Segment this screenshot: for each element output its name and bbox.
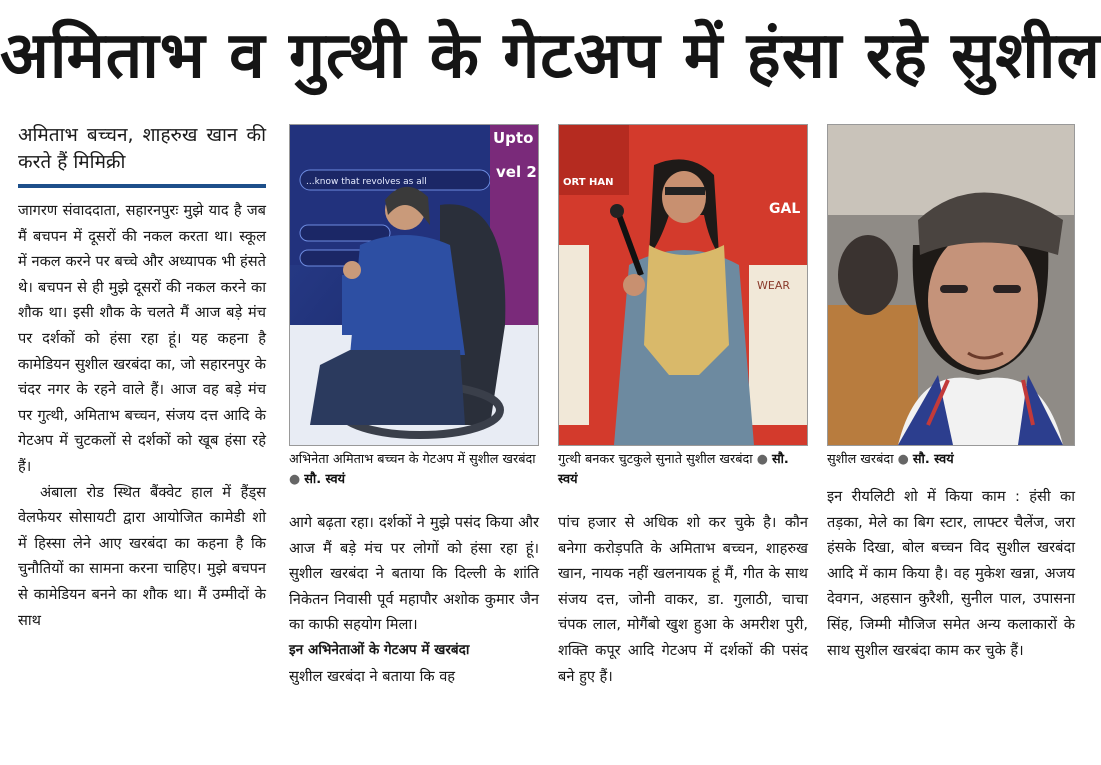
bullet-icon: ●	[756, 452, 768, 467]
column-2	[289, 510, 539, 689]
photo-gutthi-getup	[558, 124, 808, 446]
svg-text:Upto 1: Upto 1	[493, 129, 550, 147]
subheading: अमिताभ बच्चन, शाहरुख खान की करते हैं मिमिक्री	[18, 122, 266, 188]
svg-text:vel 2: vel 2	[496, 163, 537, 181]
photo-amitabh-getup	[289, 124, 550, 446]
svg-text:WEAR: WEAR	[757, 279, 790, 292]
paragraph-1: आगे बढ़ता रहा। दर्शकों ने मुझे पसंद किया और आज मैं बड़े मंच पर लोगों को हंसा रहा हूं। सुशील खरबंदा ने बताया कि दिल्ली के शांति निकेतन निवासी पूर्व महापौर अशोक कुमार जैन का काफी सहयोग मिला।	[289, 514, 539, 634]
caption-text: सुशील खरबंदा	[827, 452, 894, 467]
caption-photo-3	[827, 450, 1077, 470]
column-1	[18, 118, 266, 633]
paragraph-1: इन रीयलिटी शो में किया काम : हंसी का तड़का, मेले का बिग स्टार, लाफ्टर चैलेंज, जरा हंसके दिखा, बोल बच्चन विद सुशील खरबंदा आदि में काम किया है। वह मुकेश खन्ना, अजय देवगन, अहसान कुरैशी, सुनील पाल, उपासना सिंह, जिम्मी मौजिज समेत अन्य कलाकारों के साथ सुशील खरबंदा काम कर चुके हैं।	[827, 488, 1075, 659]
caption-text: गुत्थी बनकर चुटकुले सुनाते सुशील खरबंदा	[558, 452, 753, 467]
photo-credit: सौ. स्वयं	[912, 452, 954, 467]
gutthi-photo-illustration	[559, 125, 807, 445]
column-4	[827, 484, 1075, 663]
bullet-icon: ●	[897, 452, 909, 467]
caption-photo-1	[289, 450, 539, 490]
photo-credit: सौ. स्वयं	[558, 452, 789, 487]
paragraph-2: अंबाला रोड स्थित बैंक्वेट हाल में हैंड्स वेलफेयर सोसायटी द्वारा आयोजित कामेडी शो में हिस्सा लेने आए खरबंदा का कहना है कि चुनौतियों का सामना करना चाहिए। मुझे बचपन से कामेडियन बनने का शौक था। मैं उम्मीदों के साथ	[18, 483, 266, 629]
paragraph-2: सुशील खरबंदा ने बताया कि वह	[289, 667, 456, 685]
photo-credit: सौ. स्वयं	[304, 472, 346, 487]
column-3	[558, 510, 808, 689]
paragraph-1: जागरण संवाददाता, सहारनपुरः मुझे याद है जब मैं बचपन में दूसरों की नकल करता था। स्कूल में नकल करने पर बच्चे और अध्यापक भी हंसते थे। बचपन से ही मुझे दूसरों की नकल करने का शौक था। इसी शौक के चलते मैं आज बड़े मंच पर दर्शकों को हंसा रहा हूं। यह कहना है कामेडियन सुशील खरबंदा का, जो सहारनपुर के चंदर नगर के रहने वाले हैं। आज वह बड़े मंच पर गुत्थी, अमिताभ बच्चन, संजय दत्त आदि के गेटअप में चुटकलों से दर्शकों को खूब हंसा रहे हैं।	[18, 202, 266, 475]
amitabh-photo-illustration	[290, 125, 550, 445]
headline: अमिताभ व गुत्थी के गेटअप में हंसा रहे सुशील	[0, 19, 1101, 93]
portrait-photo-illustration	[828, 125, 1074, 445]
caption-text: अभिनेता अमिताभ बच्चन के गेटअप में सुशील खरबंदा	[289, 452, 536, 467]
paragraph-1: पांच हजार से अधिक शो कर चुके है। कौन बनेगा करोड़पति के अमिताभ बच्चन, शाहरुख खान, नायक नहीं खलनायक हूं मैं, गीत के साथ संजय दत्त, जोनी वाकर, डा. गुलाठी, चाचा चंपक लाल, मोगैंबो खुश हुआ के अमरीश पुरी, शक्ति कपूर आदि गेटअप में दर्शकों की पसंद बने हुए हैं।	[558, 514, 808, 685]
svg-text:ORT HAN: ORT HAN	[563, 177, 614, 188]
photo-sushil-portrait	[827, 124, 1075, 446]
bullet-icon: ●	[289, 472, 301, 487]
screen-text: ...know that revolves as all	[306, 177, 427, 187]
svg-text:GAL: GAL	[769, 201, 801, 217]
caption-photo-2	[558, 450, 808, 490]
crosshead: इन अभिनेताओं के गेटअप में खरबंदा	[289, 641, 470, 658]
